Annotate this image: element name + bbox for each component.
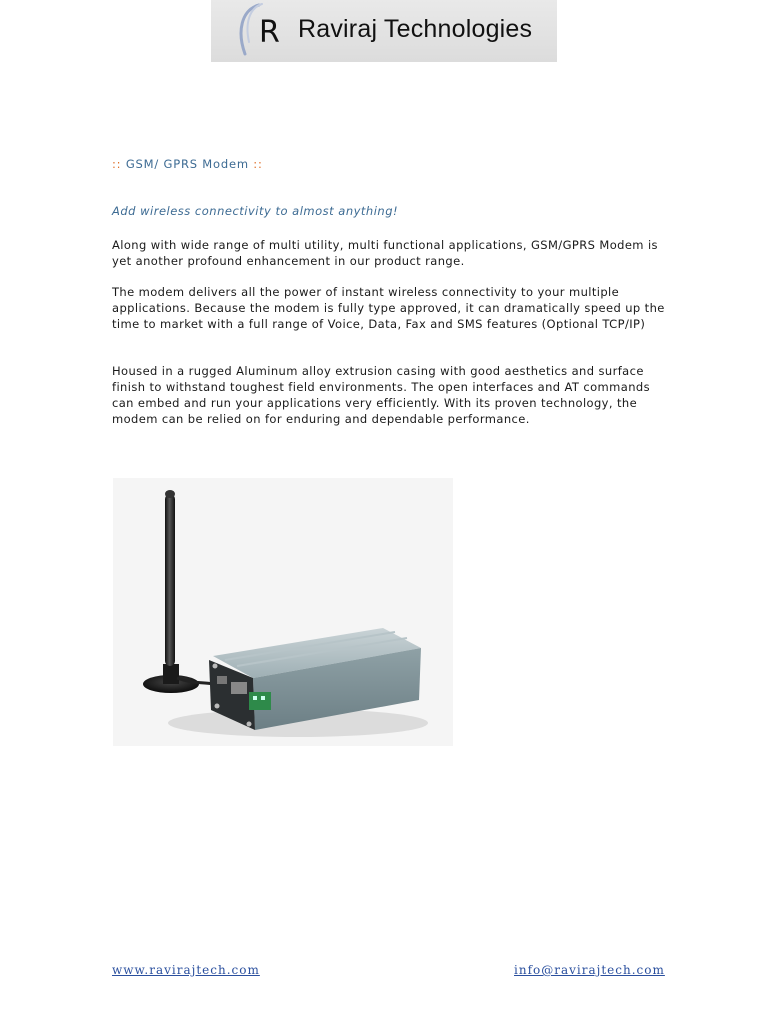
website-link[interactable]: www.ravirajtech.com	[112, 963, 260, 977]
tagline: Add wireless connectivity to almost anything!	[112, 204, 399, 218]
email-link[interactable]: info@ravirajtech.com	[514, 963, 665, 977]
modem-illustration	[113, 478, 453, 746]
paragraph-connectivity: The modem delivers all the power of instant wireless connectivity to your multiple applications. Because the modem is fully type approved, it can dramatically speed up the time to market with a full range of Voice, Data, Fax and SMS features (Optional TCP/IP)	[112, 285, 665, 331]
paragraph-intro: Along with wide range of multi utility, multi functional applications, GSM/GPRS Modem is yet another profound enhancement in our product range.	[112, 238, 658, 268]
title-text: GSM/ GPRS Modem	[125, 157, 249, 171]
paragraph-housing: Housed in a rugged Aluminum alloy extrusion casing with good aesthetics and surface finish to withstand toughest field environments. The open interfaces and AT commands can embed and run your applications very efficiently. With its proven technology, the modem can be relied on for enduring and dependable performance.	[112, 364, 650, 426]
modem-product-image	[113, 478, 453, 746]
logo-banner	[211, 0, 557, 62]
company-name: Raviraj Technologies	[298, 15, 533, 43]
page-title	[112, 157, 263, 171]
title-suffix: ::	[253, 157, 263, 171]
logo-letter: R	[259, 15, 280, 50]
title-prefix: ::	[112, 157, 122, 171]
